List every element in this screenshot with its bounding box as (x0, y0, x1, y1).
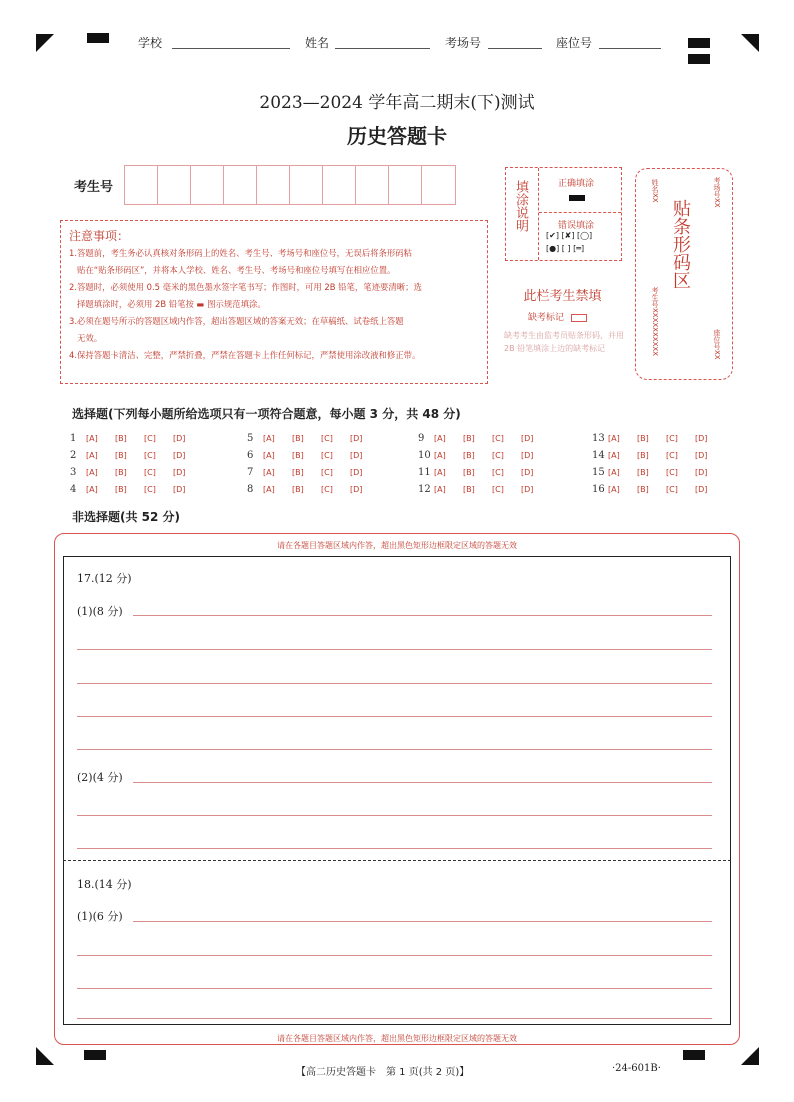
mc-option-bubble[interactable]: [A] (263, 434, 275, 443)
notes-title: 注意事项： (69, 229, 130, 243)
absent-note: 缺考考生由监考员贴条形码，并用 2B 铅笔填涂上边的缺考标记 (504, 331, 624, 353)
mc-option-bubble[interactable]: [D] (521, 485, 534, 494)
notice-bottom: 请在各题目答题区域内作答，超出黑色矩形边框限定区域的答题无效 (277, 1034, 517, 1043)
mc-option-bubble[interactable]: [D] (173, 451, 186, 460)
q17-label: 17.(12 分) (77, 572, 132, 585)
mc-option-bubble[interactable]: [B] (463, 451, 475, 460)
mc-option-bubble[interactable]: [C] (492, 485, 504, 494)
answer-line[interactable] (77, 848, 712, 849)
mc-option-bubble[interactable]: [C] (144, 451, 156, 460)
mc-section-title: 选择题(下列每小题所给选项只有一项符合题意，每小题 3 分，共 48 分) (72, 407, 461, 421)
mc-question (418, 450, 550, 461)
timing-mark (84, 1050, 106, 1060)
mc-option-bubble[interactable]: [A] (263, 451, 275, 460)
fill-guide-label: 填涂说明 (513, 180, 528, 232)
mc-option-bubble[interactable]: [A] (434, 485, 446, 494)
mc-question (592, 433, 724, 444)
correct-fill-sample (569, 195, 585, 201)
notes-line: 3.必须在题号所示的答题区域内作答，超出答题区域的答案无效；在草稿纸、试卷纸上答题 (69, 316, 404, 326)
mc-question (592, 467, 724, 478)
notes-line: 择题填涂时，必须用 2B 铅笔按 ▬ 图示规范填涂。 (77, 299, 266, 309)
mc-question-number: 12 (418, 484, 431, 495)
notes-line: 2.答题时，必须使用 0.5 毫米的黑色墨水签字笔书写；作图时，可用 2B 铅笔，笔迹要清晰；选 (69, 282, 422, 292)
answer-line[interactable] (133, 615, 712, 616)
mc-option-bubble[interactable]: [C] (666, 434, 678, 443)
mc-question (592, 484, 724, 495)
mc-option-bubble[interactable]: [C] (321, 434, 333, 443)
mc-question-number: 13 (592, 433, 605, 444)
form-code: ·24-601B· (612, 1063, 661, 1074)
mc-option-bubble[interactable]: [A] (86, 468, 98, 477)
mc-question (70, 450, 202, 461)
exam-id-label: 考生号 (74, 180, 114, 195)
mc-option-bubble[interactable]: [D] (695, 468, 708, 477)
mc-option-bubble[interactable]: [A] (434, 451, 446, 460)
timing-mark (688, 38, 710, 48)
school-label: 学校 (138, 36, 163, 50)
mc-option-bubble[interactable]: [A] (263, 485, 275, 494)
mc-question (247, 467, 379, 478)
restricted-title: 此栏考生禁填 (523, 289, 602, 304)
mc-option-bubble[interactable]: [C] (321, 485, 333, 494)
mc-option-bubble[interactable]: [C] (492, 468, 504, 477)
mc-option-bubble[interactable]: [D] (695, 485, 708, 494)
seat-field[interactable] (599, 48, 661, 49)
mc-question-number: 6 (247, 450, 254, 461)
seat-label: 座位号 (556, 36, 593, 50)
mc-question-number: 16 (592, 484, 605, 495)
mc-option-bubble[interactable]: [D] (350, 451, 363, 460)
mc-question (247, 450, 379, 461)
mc-option-bubble[interactable]: [B] (463, 485, 475, 494)
exam-title: 2023—2024 学年高二期末(下)测试 (259, 93, 535, 113)
mc-option-bubble[interactable]: [A] (86, 485, 98, 494)
answer-line[interactable] (133, 921, 712, 922)
mc-question-number: 1 (70, 433, 77, 444)
notes-line: 1.答题前，考生务必认真核对条形码上的姓名、考生号、考场号和座位号，无误后将条形码粘 (69, 248, 412, 258)
mc-option-bubble[interactable]: [B] (637, 434, 649, 443)
mc-option-bubble[interactable]: [D] (350, 468, 363, 477)
notes-line: 无效。 (77, 333, 103, 343)
mc-option-bubble[interactable]: [C] (666, 451, 678, 460)
notice-top: 请在各题目答题区域内作答，超出黑色矩形边框限定区域的答题无效 (277, 541, 517, 550)
answer-line[interactable] (77, 815, 712, 816)
mc-option-bubble[interactable]: [D] (173, 485, 186, 494)
mc-question (247, 484, 379, 495)
mc-option-bubble[interactable]: [A] (86, 451, 98, 460)
school-field[interactable] (172, 48, 290, 49)
timing-mark (683, 1050, 705, 1060)
corner-mark-top-right (741, 34, 759, 52)
mc-question-number: 3 (70, 467, 77, 478)
mc-question (418, 484, 550, 495)
mc-question-number: 8 (247, 484, 254, 495)
mc-option-bubble[interactable]: [B] (115, 451, 127, 460)
mc-question-number: 5 (247, 433, 254, 444)
barcode-area (635, 168, 733, 380)
answer-line[interactable] (77, 749, 712, 750)
mc-option-bubble[interactable]: [A] (608, 434, 620, 443)
mc-option-bubble[interactable]: [C] (321, 451, 333, 460)
mc-option-bubble[interactable]: [C] (144, 434, 156, 443)
mc-question-number: 2 (70, 450, 77, 461)
mc-option-bubble[interactable]: [B] (637, 468, 649, 477)
barcode-seat-hint: 座位号XX (713, 329, 721, 360)
answer-line[interactable] (77, 988, 712, 989)
wrong-fill-label: 错误填涂 (558, 221, 595, 231)
room-label: 考场号 (445, 36, 482, 50)
card-title: 历史答题卡 (347, 124, 447, 148)
mc-option-bubble[interactable]: [D] (521, 451, 534, 460)
answer-line[interactable] (133, 782, 712, 783)
q18-label: 18.(14 分) (77, 878, 132, 891)
absent-label: 缺考标记 (528, 313, 565, 323)
barcode-room-hint: 考场号XX (713, 177, 721, 208)
corner-mark-bottom-right (741, 1047, 759, 1065)
mc-option-bubble[interactable]: [B] (115, 434, 127, 443)
room-field[interactable] (488, 48, 542, 49)
mc-question-number: 10 (418, 450, 431, 461)
mc-option-bubble[interactable]: [A] (434, 434, 446, 443)
corner-mark-bottom-left (36, 1047, 54, 1065)
mc-question-number: 14 (592, 450, 605, 461)
mc-question (592, 450, 724, 461)
timing-mark (688, 54, 710, 64)
answer-line[interactable] (77, 716, 712, 717)
mc-option-bubble[interactable]: [C] (321, 468, 333, 477)
mc-option-bubble[interactable]: [D] (173, 468, 186, 477)
mc-question (70, 484, 202, 495)
mc-question-number: 4 (70, 484, 77, 495)
q18-part1-label: (1)(6 分) (77, 910, 123, 923)
mc-question (418, 467, 550, 478)
mc-question (418, 433, 550, 444)
mc-option-bubble[interactable]: [B] (292, 485, 304, 494)
mc-option-bubble[interactable]: [B] (292, 468, 304, 477)
mc-option-bubble[interactable]: [B] (463, 468, 475, 477)
wrong-fill-examples: [●] [ ] [═] (546, 244, 585, 253)
mc-option-bubble[interactable]: [D] (173, 434, 186, 443)
answer-line[interactable] (77, 955, 712, 956)
mc-question (70, 433, 202, 444)
correct-fill-label: 正确填涂 (558, 179, 595, 189)
notes-line: 4.保持答题卡清洁、完整，严禁折叠，严禁在答题卡上作任何标记，严禁使用涂改液和修正带。 (69, 350, 421, 360)
q17-part2-label: (2)(4 分) (77, 771, 123, 784)
mc-option-bubble[interactable]: [C] (144, 468, 156, 477)
barcode-name-hint: 姓名XX (651, 179, 659, 203)
mc-question-number: 15 (592, 467, 605, 478)
mc-question (70, 467, 202, 478)
mc-question-number: 7 (247, 467, 254, 478)
mc-question (247, 433, 379, 444)
mc-option-bubble[interactable]: [D] (350, 434, 363, 443)
mc-option-bubble[interactable]: [A] (608, 485, 620, 494)
notes-line: 贴在“贴条形码区”，并将本人学校、姓名、考生号、考场号和座位号填写在相应位置。 (77, 265, 396, 275)
answer-line[interactable] (77, 683, 712, 684)
mc-option-bubble[interactable]: [A] (86, 434, 98, 443)
mc-option-bubble[interactable]: [D] (521, 468, 534, 477)
timing-mark (87, 33, 109, 43)
mc-option-bubble[interactable]: [C] (492, 434, 504, 443)
mc-option-bubble[interactable]: [A] (263, 468, 275, 477)
barcode-label: 贴条形码区 (670, 199, 691, 289)
mc-option-bubble[interactable]: [B] (115, 485, 127, 494)
q17-part1-label: (1)(8 分) (77, 605, 123, 618)
mc-option-bubble[interactable]: [D] (695, 434, 708, 443)
nonmc-section-title: 非选择题(共 52 分) (72, 510, 181, 524)
mc-option-bubble[interactable]: [B] (292, 451, 304, 460)
mc-option-bubble[interactable]: [A] (608, 451, 620, 460)
wrong-fill-examples: [✔] [✘] [◯] (546, 231, 593, 240)
mc-option-bubble[interactable]: [A] (608, 468, 620, 477)
mc-option-bubble[interactable]: [C] (492, 451, 504, 460)
exam-id-boxes[interactable] (124, 165, 456, 205)
name-field[interactable] (335, 48, 430, 49)
corner-mark-top-left (36, 34, 54, 52)
fill-guide-box (505, 167, 622, 261)
mc-option-bubble[interactable]: [C] (144, 485, 156, 494)
mc-option-bubble[interactable]: [A] (434, 468, 446, 477)
mc-option-bubble[interactable]: [C] (666, 468, 678, 477)
mc-option-bubble[interactable]: [B] (463, 434, 475, 443)
name-label: 姓名 (305, 36, 330, 50)
barcode-id-hint: 考生号XXXXXXXXXX (651, 287, 659, 356)
mc-question-number: 9 (418, 433, 425, 444)
mc-option-bubble[interactable]: [C] (666, 485, 678, 494)
mc-option-bubble[interactable]: [D] (695, 451, 708, 460)
mc-option-bubble[interactable]: [D] (350, 485, 363, 494)
question-divider (63, 860, 731, 861)
mc-option-bubble[interactable]: [B] (292, 434, 304, 443)
mc-option-bubble[interactable]: [D] (521, 434, 534, 443)
restricted-area (500, 285, 625, 355)
mc-question-number: 11 (418, 467, 431, 478)
absent-checkbox[interactable] (571, 314, 587, 322)
mc-option-bubble[interactable]: [B] (637, 485, 649, 494)
answer-line[interactable] (77, 1018, 712, 1019)
notes-box (60, 220, 488, 384)
mc-option-bubble[interactable]: [B] (637, 451, 649, 460)
page-footer: 【高二历史答题卡 第 1 页(共 2 页)】 (296, 1067, 470, 1078)
mc-option-bubble[interactable]: [B] (115, 468, 127, 477)
answer-line[interactable] (77, 649, 712, 650)
